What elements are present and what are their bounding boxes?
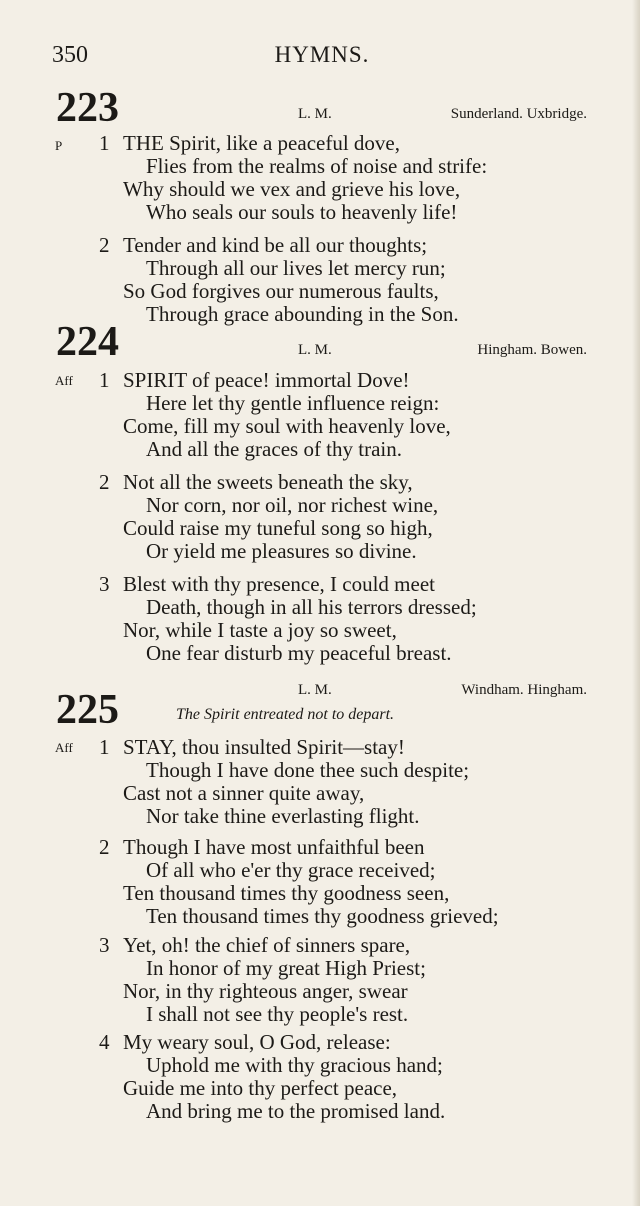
verse-number: 2: [99, 470, 110, 494]
verse-line: Nor take thine everlasting flight.: [146, 804, 420, 828]
verse-number: 2: [99, 835, 110, 859]
verse-number: 1: [99, 131, 110, 155]
verse-line: Through all our lives let mercy run;: [146, 256, 446, 280]
hymn-meter: L. M.: [298, 682, 332, 698]
hymn-mark: Aff: [55, 373, 73, 388]
page-number: 350: [52, 42, 88, 68]
verse-line: Could raise my tuneful song so high,: [123, 516, 433, 540]
verse-line: Tender and kind be all our thoughts;: [123, 233, 428, 257]
hymn-tunes: Windham. Hingham.: [461, 682, 587, 698]
verse-number: 3: [99, 933, 110, 957]
verse-line: Flies from the realms of noise and strife:: [146, 154, 488, 178]
verse-number: 1: [99, 368, 110, 392]
verse-line: Nor, while I taste a joy so sweet,: [123, 618, 397, 642]
verse-line: Ten thousand times thy goodness grieved;: [146, 904, 499, 928]
verse-line: Guide me into thy perfect peace,: [123, 1076, 398, 1100]
verse-line: SPIRIT of peace! immortal Dove!: [123, 368, 410, 392]
verse-line: Yet, oh! the chief of sinners spare,: [123, 933, 411, 957]
verse-line: One fear disturb my peaceful breast.: [146, 641, 452, 665]
verse-line: Through grace abounding in the Son.: [146, 302, 459, 326]
verse-line: Though I have done thee such despite;: [146, 758, 470, 782]
hymn-tunes: Sunderland. Uxbridge.: [450, 106, 587, 122]
verse-line: Nor corn, nor oil, nor richest wine,: [146, 493, 439, 517]
verse-line: Blest with thy presence, I could meet: [123, 572, 435, 596]
verse-line: Why should we vex and grieve his love,: [123, 177, 461, 201]
verse-line: Uphold me with thy gracious hand;: [146, 1053, 443, 1077]
hymn-number: 225: [56, 687, 119, 733]
hymn-meter: L. M.: [298, 106, 332, 122]
verse-line: My weary soul, O God, release:: [123, 1030, 391, 1054]
verse-line: Not all the sweets beneath the sky,: [123, 470, 413, 494]
hymn-mark: P: [55, 138, 63, 153]
hymn-tunes: Hingham. Bowen.: [477, 342, 587, 358]
verse-line: STAY, thou insulted Spirit—stay!: [123, 735, 405, 759]
verse-line: Ten thousand times thy goodness seen,: [123, 881, 450, 905]
verse-line: THE Spirit, like a peaceful dove,: [123, 131, 400, 155]
verse-number: 2: [99, 233, 110, 257]
verse-line: Nor, in thy righteous anger, swear: [123, 979, 408, 1003]
verse-number: 3: [99, 572, 110, 596]
hymn-meter: L. M.: [298, 342, 332, 358]
verse-line: And bring me to the promised land.: [146, 1099, 446, 1123]
verse-line: Or yield me pleasures so divine.: [146, 539, 417, 563]
verse-line: Come, fill my soul with heavenly love,: [123, 414, 451, 438]
verse-line: Death, though in all his terrors dressed;: [146, 595, 477, 619]
page-edge-shadow: [632, 0, 640, 1206]
verse-line: Cast not a sinner quite away,: [123, 781, 365, 805]
verse-number: 1: [99, 735, 110, 759]
verse-number: 4: [99, 1030, 110, 1054]
verse-line: Though I have most unfaithful been: [123, 835, 425, 859]
running-title: HYMNS.: [274, 42, 370, 67]
hymn-subtitle: The Spirit entreated not to depart.: [176, 706, 395, 723]
page-header: [52, 42, 592, 74]
verse-line: I shall not see thy people's rest.: [146, 1002, 409, 1026]
hymn-mark: Aff: [55, 740, 73, 755]
verse-line: In honor of my great High Priest;: [146, 956, 426, 980]
hymn-number: 224: [56, 319, 119, 365]
verse-line: Who seals our souls to heavenly life!: [146, 200, 458, 224]
verse-line: So God forgives our numerous faults,: [123, 279, 439, 303]
verse-line: Here let thy gentle influence reign:: [146, 391, 440, 415]
verse-line: And all the graces of thy train.: [146, 437, 402, 461]
hymn-number: 223: [56, 85, 119, 131]
verse-line: Of all who e'er thy grace received;: [146, 858, 436, 882]
